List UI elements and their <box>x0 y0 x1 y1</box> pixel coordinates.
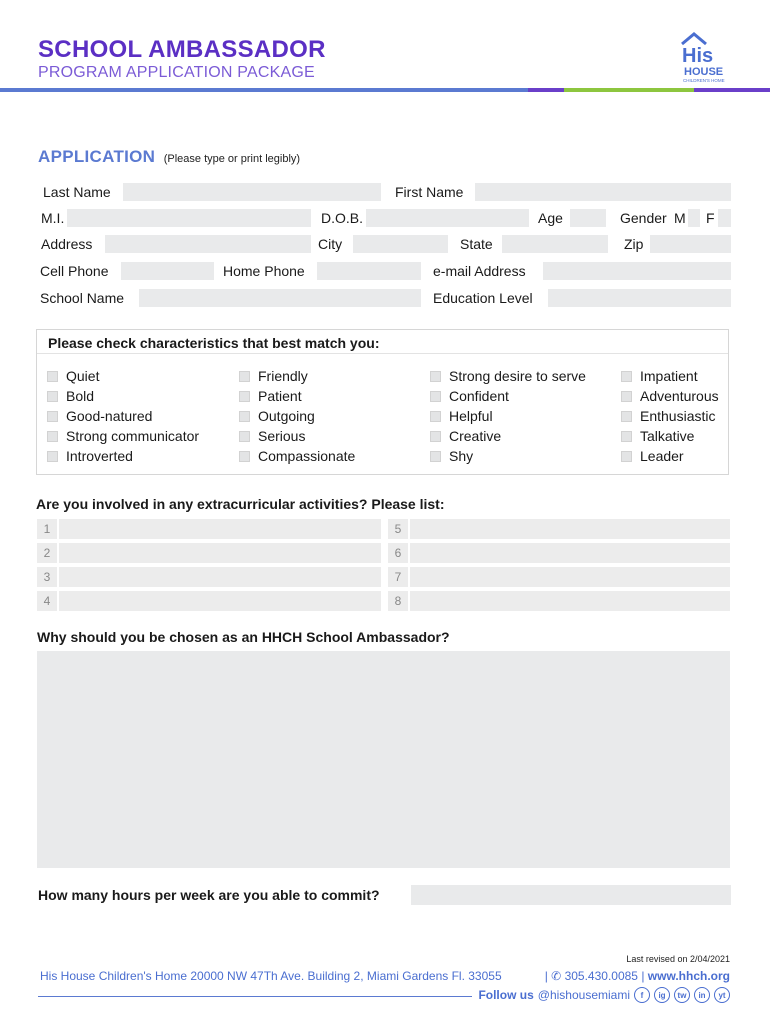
characteristics-column-1 <box>47 366 199 466</box>
activity-number: 5 <box>388 519 408 539</box>
svg-text:CHILDREN'S HOME: CHILDREN'S HOME <box>683 78 725 83</box>
activities-right-list <box>388 519 730 611</box>
facebook-icon[interactable]: f <box>634 987 650 1003</box>
mi-field[interactable] <box>67 209 311 227</box>
checkbox-icon[interactable] <box>239 431 250 442</box>
mi-label: M.I. <box>41 210 65 226</box>
home-phone-field[interactable] <box>317 262 421 280</box>
activity-field-3[interactable] <box>59 567 381 587</box>
home-phone-label: Home Phone <box>223 263 305 279</box>
state-label: State <box>460 236 493 252</box>
footer-divider <box>38 996 472 997</box>
checkbox-adventurous[interactable]: Adventurous <box>621 386 719 406</box>
state-field[interactable] <box>502 235 608 253</box>
checkbox-icon[interactable] <box>430 391 441 402</box>
gender-label: Gender <box>620 210 667 226</box>
footer-website[interactable]: www.hhch.org <box>647 969 730 983</box>
characteristics-column-3 <box>430 366 586 466</box>
school-name-label: School Name <box>40 290 125 306</box>
checkbox-compassionate[interactable]: Compassionate <box>239 446 355 466</box>
checkbox-icon[interactable] <box>47 431 58 442</box>
checkbox-serious[interactable]: Serious <box>239 426 355 446</box>
checkbox-creative[interactable]: Creative <box>430 426 586 446</box>
activity-field-2[interactable] <box>59 543 381 563</box>
checkbox-introverted[interactable]: Introverted <box>47 446 199 466</box>
separator: | <box>544 969 548 983</box>
header-band-violet-end <box>694 88 770 92</box>
svg-text:His: His <box>682 45 714 67</box>
cell-phone-field[interactable] <box>121 262 214 280</box>
hours-question: How many hours per week are you able to commit? <box>38 887 380 903</box>
characteristics-column-4 <box>621 366 719 466</box>
activity-number: 8 <box>388 591 408 611</box>
application-title: APPLICATION <box>38 147 156 166</box>
dob-field[interactable] <box>366 209 529 227</box>
checkbox-helpful[interactable]: Helpful <box>430 406 586 426</box>
youtube-icon[interactable]: yt <box>714 987 730 1003</box>
application-note: (Please type or print legibly) <box>163 153 301 165</box>
zip-field[interactable] <box>650 235 731 253</box>
footer-phone[interactable]: 305.430.0085 <box>564 969 638 983</box>
checkbox-icon[interactable] <box>239 451 250 462</box>
application-heading <box>38 147 300 167</box>
email-field[interactable] <box>543 262 731 280</box>
checkbox-good-natured[interactable]: Good-natured <box>47 406 199 426</box>
characteristics-title: Please check characteristics that best match you: <box>48 335 380 351</box>
dob-label: D.O.B. <box>321 210 364 226</box>
social-handle[interactable]: @hishousemiami <box>537 988 630 1002</box>
footer-follow <box>478 987 730 1003</box>
activity-number: 1 <box>37 519 57 539</box>
address-field[interactable] <box>105 235 311 253</box>
education-level-field[interactable] <box>548 289 731 307</box>
characteristics-column-2 <box>239 366 355 466</box>
age-field[interactable] <box>570 209 606 227</box>
activity-field-5[interactable] <box>410 519 730 539</box>
activity-row <box>37 567 381 587</box>
activities-left-list <box>37 519 381 611</box>
checkbox-icon[interactable] <box>430 371 441 382</box>
checkbox-icon[interactable] <box>621 371 632 382</box>
checkbox-icon[interactable] <box>239 371 250 382</box>
checkbox-icon[interactable] <box>621 451 632 462</box>
activities-question: Are you involved in any extracurricular activities? Please list: <box>36 496 445 512</box>
footer-address: His House Children's Home 20000 NW 47Th Ave. Building 2, Miami Gardens Fl. 33055 <box>40 969 502 983</box>
his-house-logo <box>678 28 734 84</box>
checkbox-talkative[interactable]: Talkative <box>621 426 719 446</box>
school-name-field[interactable] <box>139 289 421 307</box>
checkbox-quiet[interactable]: Quiet <box>47 366 199 386</box>
checkbox-shy[interactable]: Shy <box>430 446 586 466</box>
activity-row <box>37 519 381 539</box>
activity-number: 6 <box>388 543 408 563</box>
checkbox-icon[interactable] <box>47 391 58 402</box>
svg-text:HOUSE: HOUSE <box>684 66 724 78</box>
activity-row <box>388 591 730 611</box>
header-band-green <box>564 88 694 92</box>
essay-field[interactable] <box>37 651 730 868</box>
cell-phone-label: Cell Phone <box>40 263 109 279</box>
first-name-field[interactable] <box>475 183 731 201</box>
activity-row <box>37 543 381 563</box>
header-band-violet <box>528 88 564 92</box>
checkbox-leader[interactable]: Leader <box>621 446 719 466</box>
activity-field-6[interactable] <box>410 543 730 563</box>
activity-row <box>388 543 730 563</box>
checkbox-enthusiastic[interactable]: Enthusiastic <box>621 406 719 426</box>
activity-number: 3 <box>37 567 57 587</box>
checkbox-impatient[interactable]: Impatient <box>621 366 719 386</box>
activity-number: 4 <box>37 591 57 611</box>
checkbox-icon[interactable] <box>430 451 441 462</box>
gender-f-label: F <box>706 210 715 226</box>
whatsapp-icon: ✆ <box>551 969 562 983</box>
activity-field-8[interactable] <box>410 591 730 611</box>
checkbox-outgoing[interactable]: Outgoing <box>239 406 355 426</box>
checkbox-icon[interactable] <box>47 451 58 462</box>
activity-field-1[interactable] <box>59 519 381 539</box>
checkbox-icon[interactable] <box>239 411 250 422</box>
education-level-label: Education Level <box>433 290 533 306</box>
checkbox-icon[interactable] <box>239 391 250 402</box>
instagram-icon[interactable]: ig <box>654 987 670 1003</box>
checkbox-icon[interactable] <box>430 431 441 442</box>
gender-m-field[interactable] <box>688 209 700 227</box>
checkbox-icon[interactable] <box>430 411 441 422</box>
linkedin-icon[interactable]: in <box>694 987 710 1003</box>
activity-number: 7 <box>388 567 408 587</box>
footer-contact <box>545 969 730 983</box>
gender-m-label: M <box>674 210 686 226</box>
checkbox-confident[interactable]: Confident <box>430 386 586 406</box>
activity-row <box>37 591 381 611</box>
activity-row <box>388 567 730 587</box>
essay-question: Why should you be chosen as an HHCH School Ambassador? <box>37 629 450 645</box>
checkbox-icon[interactable] <box>47 411 58 422</box>
city-field[interactable] <box>353 235 448 253</box>
first-name-label: First Name <box>395 184 464 200</box>
checkbox-bold[interactable]: Bold <box>47 386 199 406</box>
checkbox-friendly[interactable]: Friendly <box>239 366 355 386</box>
document-title: SCHOOL AMBASSADOR <box>38 36 326 63</box>
checkbox-patient[interactable]: Patient <box>239 386 355 406</box>
activity-field-7[interactable] <box>410 567 730 587</box>
follow-label: Follow us <box>478 988 534 1002</box>
checkbox-icon[interactable] <box>621 411 632 422</box>
activity-number: 2 <box>37 543 57 563</box>
revision-date: Last revised on 2/04/2021 <box>626 954 730 964</box>
checkbox-icon[interactable] <box>47 371 58 382</box>
zip-label: Zip <box>624 236 644 252</box>
checkbox-strong-communicator[interactable]: Strong communicator <box>47 426 199 446</box>
twitter-icon[interactable]: tw <box>674 987 690 1003</box>
city-label: City <box>318 236 343 252</box>
header-band-blue <box>0 88 528 92</box>
email-label: e-mail Address <box>433 263 526 279</box>
checkbox-icon[interactable] <box>621 431 632 442</box>
checkbox-icon[interactable] <box>621 391 632 402</box>
address-label: Address <box>41 236 93 252</box>
checkbox-strong-desire-to-serve[interactable]: Strong desire to serve <box>430 366 586 386</box>
last-name-label: Last Name <box>43 184 111 200</box>
age-label: Age <box>538 210 563 226</box>
gender-f-field[interactable] <box>718 209 731 227</box>
activity-field-4[interactable] <box>59 591 381 611</box>
document-subtitle: PROGRAM APPLICATION PACKAGE <box>38 64 315 81</box>
last-name-field[interactable] <box>123 183 381 201</box>
separator: | <box>641 969 645 983</box>
activity-row <box>388 519 730 539</box>
hours-field[interactable] <box>411 885 731 905</box>
